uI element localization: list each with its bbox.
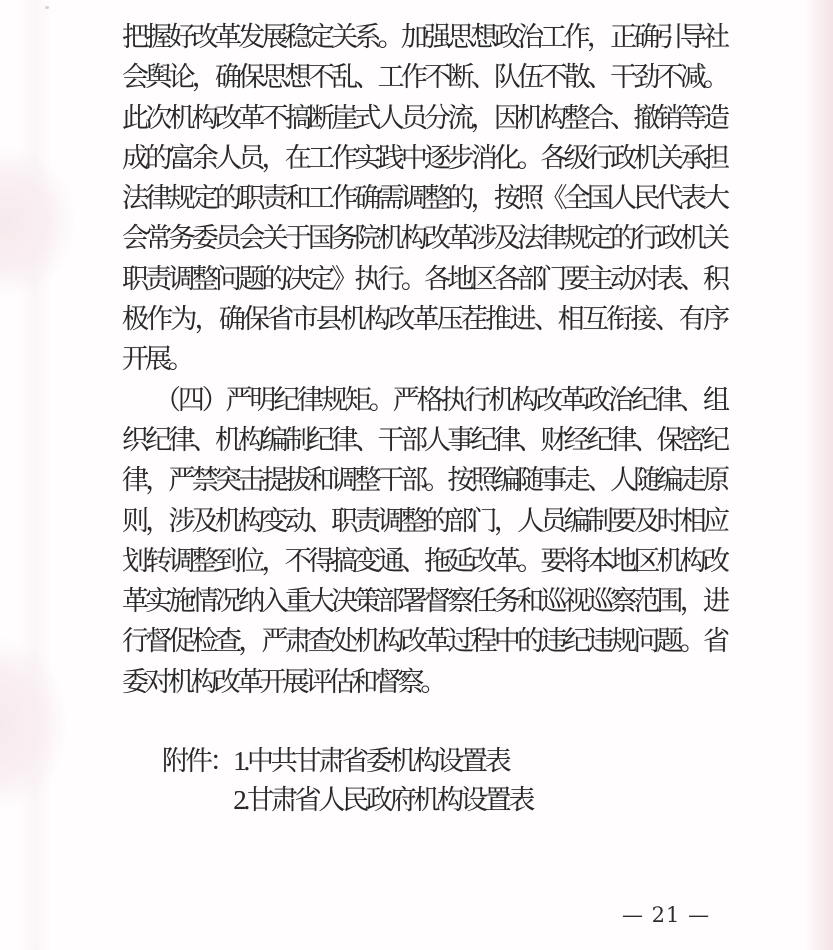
left-scan-band (18, 0, 52, 950)
attachments-label: 附件： (162, 746, 234, 776)
body-text-line: 织纪律、机构编制纪律、干部人事纪律、财经纪律、保密纪 (122, 424, 726, 455)
body-text-line: 法律规定的职责和工作确需调整的，按照《全国人民代表大 (122, 183, 726, 214)
attachments-list (233, 742, 532, 820)
body-text-line: 则，涉及机构变动、职责调整的部门，人员编制要及时相应 (122, 505, 726, 536)
body-text-line: 律，严禁突击提拔和调整干部。按照编随事走、人随编走原 (122, 465, 726, 496)
page-number: — 21 — (622, 903, 711, 927)
pink-ink-stain-lower (0, 636, 68, 812)
attachment-item: 2.甘肃省人民政府机构设置表 (233, 785, 533, 815)
body-text-line: 职责调整问题的决定》执行。各地区各部门要主动对表、积 (122, 263, 726, 294)
attachment-item: 1.中共甘肃省委机构设置表 (233, 746, 509, 776)
document-body (122, 17, 726, 702)
body-text-line: 会舆论，确保思想不乱、工作不断、队伍不散、干劲不减。 (122, 62, 726, 93)
paragraph-2 (122, 380, 726, 702)
scan-speck (45, 6, 49, 9)
body-text-line: （四）严明纪律规矩。严格执行机构改革政治纪律、组 (154, 384, 726, 415)
body-text-line: 行督促检查，严肃查处机构改革过程中的违纪违规问题。省 (122, 626, 726, 657)
body-text-line: 把握好改革发展稳定关系。加强思想政治工作，正确引导社 (122, 22, 726, 52)
body-text-line: 此次机构改革不搞断崖式人员分流，因机构整合、撤销等造 (122, 102, 726, 133)
body-text-line: 划转调整到位，不得搞变通、拖延改革。要将本地区机构改 (122, 545, 726, 576)
paragraph-1 (122, 17, 726, 380)
body-text-line: 委对机构改革开展评估和督察。 (122, 666, 444, 697)
page-edge-shadow (805, 0, 833, 950)
body-text-line: 会常务委员会关于国务院机构改革涉及法律规定的行政机关 (122, 223, 726, 254)
attachments-block (162, 742, 532, 820)
body-text-line: 极作为，确保省市县机构改革压茬推进、相互衔接、有序 (122, 304, 726, 335)
body-text-line: 成的富余人员，在工作实践中逐步消化。各级行政机关承担 (122, 142, 726, 173)
body-text-line: 革实施情况纳入重大决策部署督察任务和巡视巡察范围，进 (122, 586, 726, 617)
body-text-line: 开展。 (122, 344, 191, 375)
pink-ink-stain-upper (0, 146, 76, 298)
